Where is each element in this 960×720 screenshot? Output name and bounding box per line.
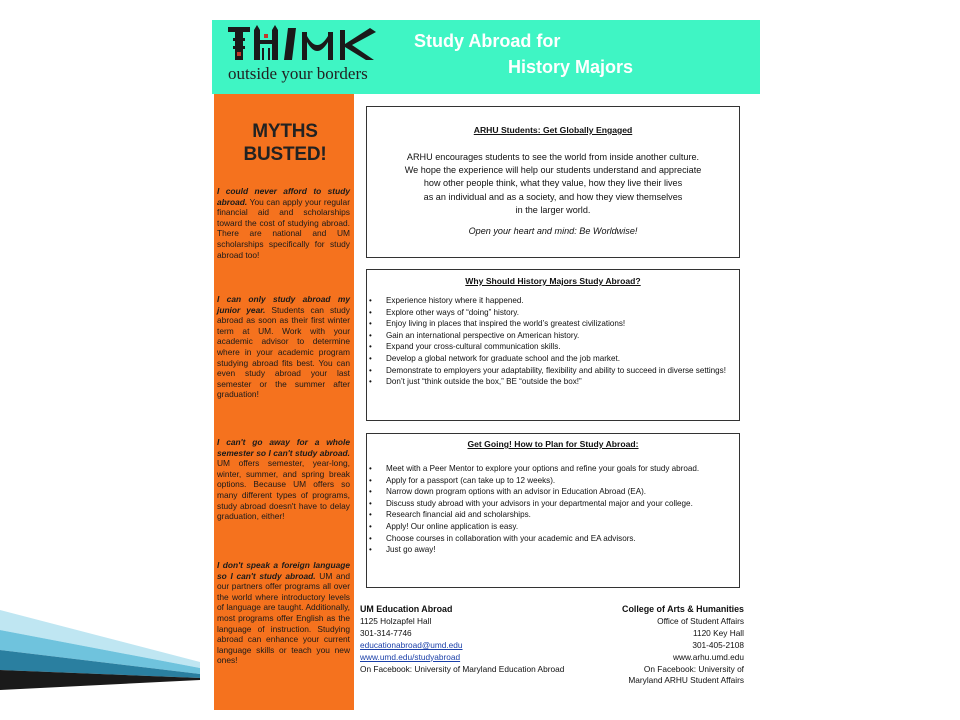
myths-title-line2: BUSTED! bbox=[243, 144, 327, 166]
myth-statement: I can't go away for a whole semester so I can't study abroad. bbox=[217, 437, 350, 458]
list-item: • Discuss study abroad with your advisors in your departmental major and your college. bbox=[385, 498, 729, 510]
list-item: • Expand your cross-cultural communication skills. bbox=[385, 341, 729, 353]
myth-item bbox=[217, 560, 350, 666]
myths-sidebar bbox=[214, 94, 354, 710]
contact-facebook: On Facebook: University of Maryland Education Abroad bbox=[360, 663, 565, 674]
body-line: how other people think, what they value, how they live their lives bbox=[423, 178, 683, 189]
header-banner bbox=[212, 20, 760, 94]
header-title-line1: Study Abroad for bbox=[414, 31, 561, 51]
body-line: in the larger world. bbox=[515, 204, 591, 215]
why-study-abroad-box bbox=[366, 269, 740, 421]
email-link[interactable]: educationabroad@umd.edu bbox=[360, 639, 463, 650]
list-item: • Develop a global network for graduate school and the job market. bbox=[385, 353, 729, 365]
list-item: • Research financial aid and scholarships. bbox=[385, 509, 729, 521]
list-item: • Meet with a Peer Mentor to explore your options and refine your goals for study abroad. bbox=[385, 463, 729, 475]
list-item: • Apply for a passport (can take up to 12 weeks). bbox=[385, 475, 729, 487]
box-title: Why Should History Majors Study Abroad? bbox=[465, 276, 641, 286]
slide-swoosh-decoration bbox=[0, 600, 200, 720]
how-to-plan-box bbox=[366, 433, 740, 588]
myth-item bbox=[217, 437, 350, 522]
list-item: • Apply! Our online application is easy. bbox=[385, 521, 729, 533]
contact-address: 1125 Holzapfel Hall bbox=[360, 615, 432, 626]
arhu-contact bbox=[572, 604, 744, 687]
list-item: • Experience history where it happened. bbox=[385, 295, 729, 307]
logo-tagline: outside your borders bbox=[228, 64, 368, 83]
list-item: • Don’t just “think outside the box,” BE “outside the box!” bbox=[385, 376, 729, 388]
list-item: • Demonstrate to employers your adaptability, flexibility and ability to succeed in diverse settings! bbox=[385, 365, 729, 377]
list-item: • Explore other ways of “doing” history. bbox=[385, 307, 729, 319]
myth-item bbox=[217, 186, 350, 260]
myth-statement: I don't speak a foreign language so I can't study abroad. bbox=[217, 560, 350, 581]
contact-facebook-line2: Maryland ARHU Student Affairs bbox=[628, 675, 744, 686]
globally-engaged-box bbox=[366, 106, 740, 258]
myth-answer: UM offers semester, year-long, winter, summer, and spring break options. Because UM offers so many different types of programs, study abroad doesn't have to delay graduation, either! bbox=[217, 458, 350, 522]
contact-facebook-line1: On Facebook: University of bbox=[643, 663, 744, 674]
list-item: • Just go away! bbox=[385, 544, 729, 556]
header-title-line2: History Majors bbox=[508, 57, 634, 77]
myths-title bbox=[224, 120, 346, 166]
body-line: as an individual and as a society, and how they view themselves bbox=[423, 191, 683, 202]
myth-statement: I can only study abroad my junior year. bbox=[217, 294, 350, 315]
box-title: ARHU Students: Get Globally Engaged bbox=[473, 125, 633, 135]
list-item: • Narrow down program options with an advisor in Education Abroad (EA). bbox=[385, 486, 729, 498]
myth-answer: You can apply your regular financial aid and scholarships toward the cost of studying abroad. There are national and UM scholarships specifically for study abroad too! bbox=[217, 196, 350, 260]
steps-list bbox=[367, 463, 739, 556]
list-item: • Gain an international perspective on American history. bbox=[385, 330, 729, 342]
flyer bbox=[212, 20, 760, 710]
box-body bbox=[367, 151, 739, 217]
myth-answer: UM and our partners offer programs all over the world where introductory levels of language are taught. Additionally, most programs offer English as the language of instruction. Studying abroad can enhance your current language skills or teach you new ones! bbox=[217, 570, 350, 666]
contact-title: UM Education Abroad bbox=[360, 604, 453, 614]
list-item: • Enjoy living in places that inspired the world’s greatest civilizations! bbox=[385, 318, 729, 330]
myth-item bbox=[217, 294, 350, 400]
reasons-list bbox=[367, 295, 739, 388]
body-line: We hope the experience will help our students understand and appreciate bbox=[404, 165, 702, 176]
contact-phone: 301-405-2108 bbox=[692, 639, 744, 650]
myth-answer: Students can study abroad as soon as their first winter term at UM. Work with your academic advisor to determine where in your academic program studying abroad fits best. You can even study abroad your last semester or the summer after graduation! bbox=[217, 304, 350, 400]
contact-address: 1120 Key Hall bbox=[692, 627, 744, 638]
worldwise-tagline: Open your heart and mind: Be Worldwise! bbox=[468, 226, 638, 237]
myths-title-line1: MYTHS bbox=[252, 121, 318, 142]
contact-phone: 301-314-7746 bbox=[360, 627, 412, 638]
contact-website: www.arhu.umd.edu bbox=[672, 651, 744, 662]
contact-office: Office of Student Affairs bbox=[657, 615, 744, 626]
body-line: ARHU encourages students to see the world from inside another culture. bbox=[406, 152, 700, 162]
myth-statement: I could never afford to study abroad. bbox=[217, 186, 350, 207]
box-title: Get Going! How to Plan for Study Abroad: bbox=[467, 439, 639, 449]
website-link[interactable]: www.umd.edu/studyabroad bbox=[360, 651, 461, 662]
um-education-abroad-contact bbox=[360, 604, 590, 675]
list-item: • Choose courses in collaboration with your academic and EA advisors. bbox=[385, 533, 729, 545]
contact-title: College of Arts & Humanities bbox=[622, 604, 744, 614]
